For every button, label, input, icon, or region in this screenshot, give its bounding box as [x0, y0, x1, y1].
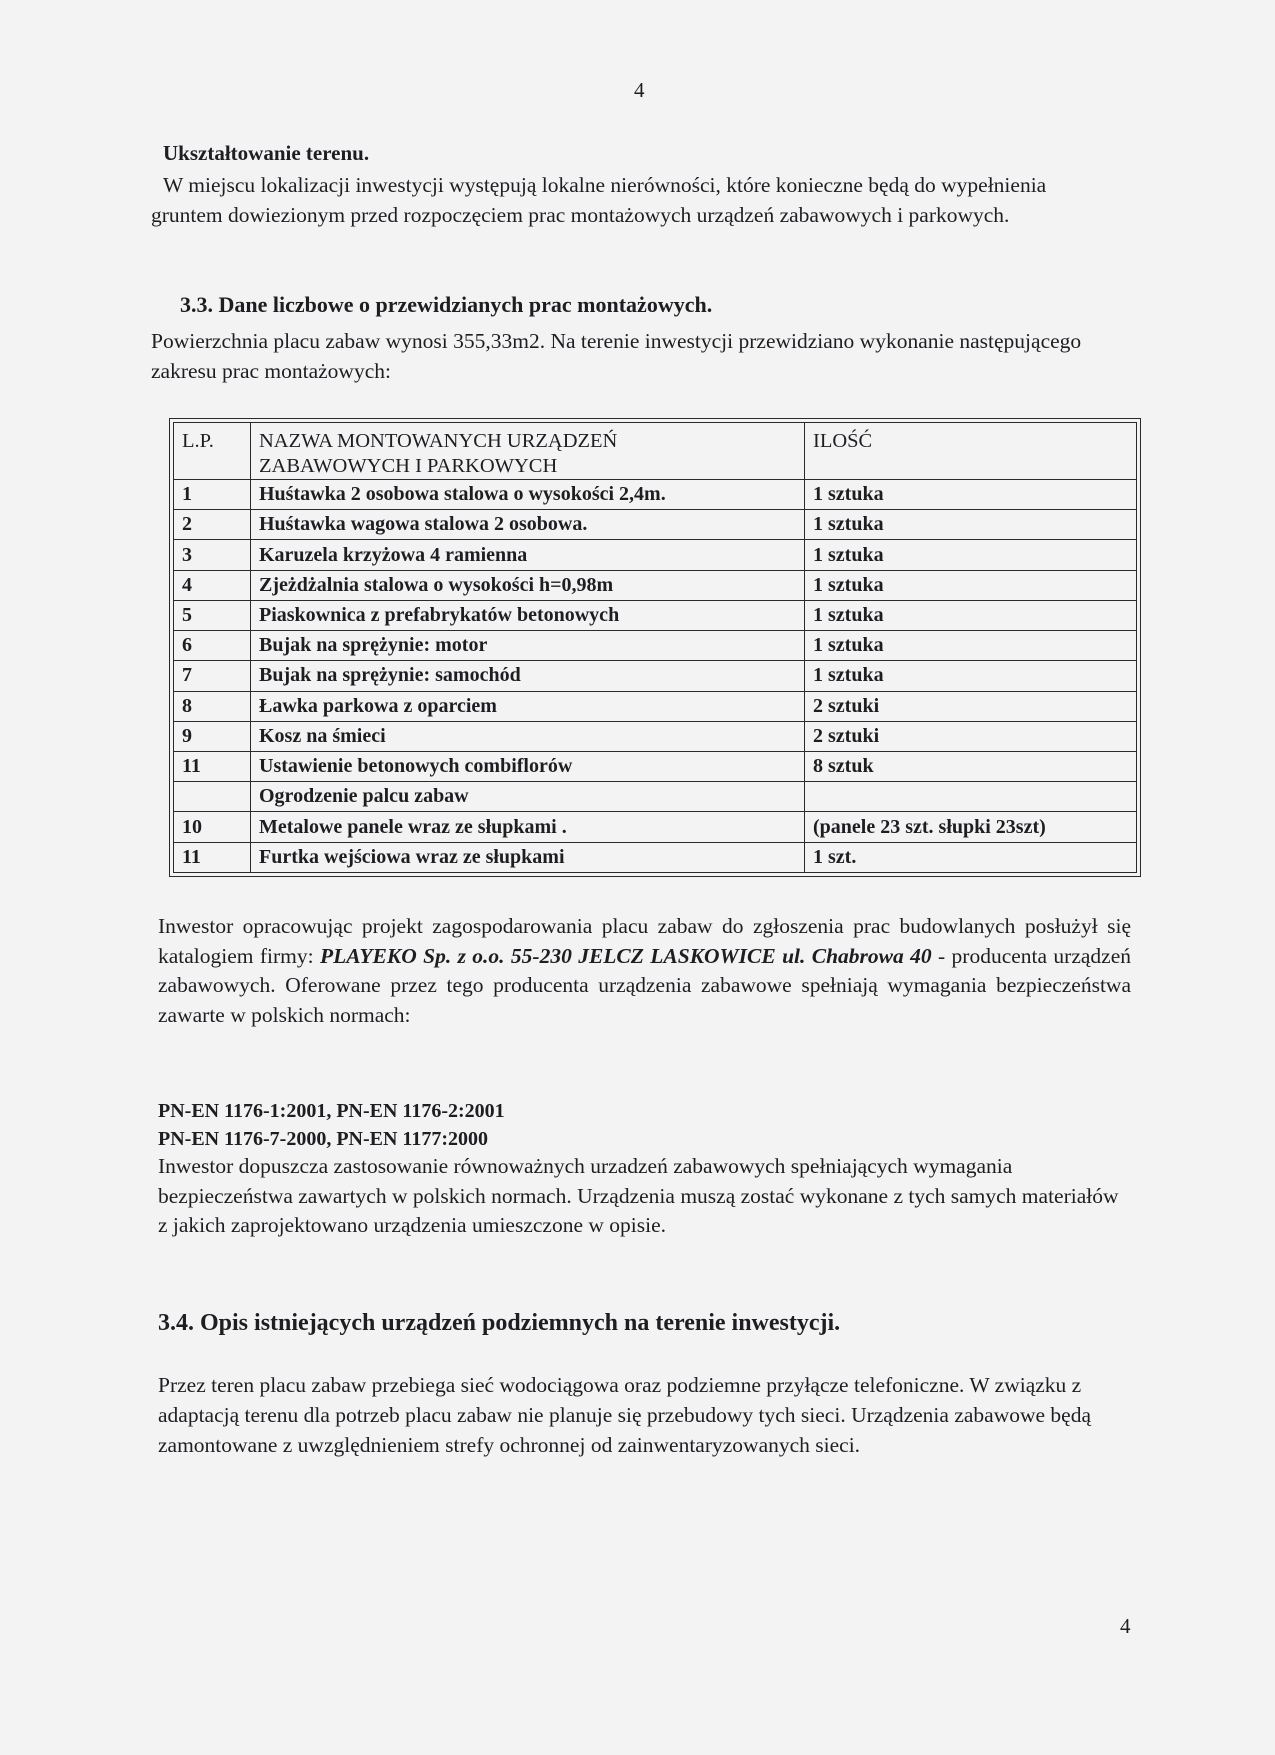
paragraph-equivalent-devices: Inwestor dopuszcza zastosowanie równoważnych urzadzeń zabawowych spełniających wymagania bezpieczeństwa zawartych w polskich normach. Urządzenia muszą zostać wykonane z tych samych materiałów z jakich zaprojektowano urządzenia umieszczone w opisie.	[158, 1154, 1119, 1237]
cell-name: Kosz na śmieci	[251, 721, 805, 751]
cell-name: Karuzela krzyżowa 4 ramienna	[251, 540, 805, 570]
header-lp: L.P.	[174, 423, 251, 480]
cell-lp: 9	[174, 721, 251, 751]
cell-lp: 7	[174, 661, 251, 691]
cell-name: Zjeżdżalnia stalowa o wysokości h=0,98m	[251, 570, 805, 600]
norms-line1: PN-EN 1176-1:2001, PN-EN 1176-2:2001	[158, 1100, 505, 1122]
section-body-3-3: Powierzchnia placu zabaw wynosi 355,33m2. Na terenie inwestycji przewidziano wykonanie następującego zakresu prac montażowych:	[151, 329, 1082, 383]
table-row	[174, 510, 1137, 540]
cell-lp: 4	[174, 570, 251, 600]
cell-lp: 5	[174, 600, 251, 630]
cell-name: Furtka wejściowa wraz ze słupkami	[251, 842, 805, 872]
norms-line2: PN-EN 1176-7-2000, PN-EN 1177:2000	[158, 1128, 488, 1150]
investor-text-part2: - producenta urządzeń zabawowych. Oferowane przez tego producenta urządzenia zabawowe spełniają wymagania bezpieczeństwa zawarte w polskich normach:	[158, 943, 1131, 1027]
section-title-3-3: 3.3. Dane liczbowe o przewidzianych prac montażowych.	[180, 292, 713, 317]
table-row	[174, 480, 1137, 510]
equipment-table-frame	[169, 418, 1141, 877]
table-row	[174, 842, 1137, 872]
cell-qty: (panele 23 szt. słupki 23szt)	[805, 812, 1137, 842]
cell-lp: 2	[174, 510, 251, 540]
cell-qty	[805, 782, 1137, 812]
cell-qty: 1 sztuka	[805, 510, 1137, 540]
cell-qty: 1 sztuka	[805, 600, 1137, 630]
cell-name: Huśtawka 2 osobowa stalowa o wysokości 2,4m.	[251, 480, 805, 510]
page-number-top: 4	[634, 78, 645, 102]
cell-name: Ogrodzenie palcu zabaw	[251, 782, 805, 812]
header-name	[251, 423, 805, 480]
cell-qty: 1 sztuka	[805, 570, 1137, 600]
section-body-3-4: Przez teren placu zabaw przebiega sieć wodociągowa oraz podziemne przyłącze telefoniczne. W związku z adaptacją terenu dla potrzeb placu zabaw nie planuje się przebudowy tych sieci. Urządzenia zabawowe będą zamontowane z uwzględnieniem strefy ochronnej od zainwentaryzowanych sieci.	[158, 1373, 1092, 1457]
cell-name: Metalowe panele wraz ze słupkami .	[251, 812, 805, 842]
investor-text-part1: Inwestor opracowując projekt zagospodarowania placu zabaw do zgłoszenia prac budowlanych posłużył się katalogiem firmy:	[158, 914, 1131, 968]
table-row	[174, 691, 1137, 721]
equipment-table	[173, 422, 1137, 873]
table-row	[174, 631, 1137, 661]
table-header-row	[174, 423, 1137, 480]
cell-name: Piaskownica z prefabrykatów betonowych	[251, 600, 805, 630]
table-row	[174, 600, 1137, 630]
table-row	[174, 540, 1137, 570]
paragraph-investor-catalog	[158, 912, 1131, 1030]
company-name: PLAYEKO Sp. z o.o. 55-230 JELCZ LASKOWICE ul. Chabrowa 40	[320, 943, 932, 968]
header-name-line1: NAZWA MONTOWANYCH URZĄDZEŃ	[259, 430, 618, 452]
cell-qty: 1 sztuka	[805, 661, 1137, 691]
cell-lp: 8	[174, 691, 251, 721]
cell-qty: 2 sztuki	[805, 721, 1137, 751]
cell-lp: 6	[174, 631, 251, 661]
table-row	[174, 570, 1137, 600]
table-row	[174, 782, 1137, 812]
norms-list	[158, 1097, 505, 1153]
page-number-bottom: 4	[1120, 1614, 1131, 1638]
header-name-line2: ZABAWOWYCH I PARKOWYCH	[259, 455, 558, 477]
table-row	[174, 812, 1137, 842]
header-qty: ILOŚĆ	[805, 423, 1137, 480]
cell-qty: 1 szt.	[805, 842, 1137, 872]
cell-lp: 1	[174, 480, 251, 510]
cell-qty: 1 sztuka	[805, 480, 1137, 510]
cell-name: Bujak na sprężynie: motor	[251, 631, 805, 661]
section-body-terrain: W miejscu lokalizacji inwestycji występują lokalne nierówności, które konieczne będą do wypełnienia gruntem dowiezionym przed rozpoczęciem prac montażowych urządzeń zabawowych i parkowych.	[151, 173, 1047, 227]
cell-qty: 8 sztuk	[805, 751, 1137, 781]
cell-lp: 10	[174, 812, 251, 842]
cell-lp: 11	[174, 751, 251, 781]
cell-name: Huśtawka wagowa stalowa 2 osobowa.	[251, 510, 805, 540]
cell-lp: 11	[174, 842, 251, 872]
cell-lp	[174, 782, 251, 812]
section-title-terrain: Ukształtowanie terenu.	[163, 141, 370, 165]
table-row	[174, 721, 1137, 751]
cell-name: Ławka parkowa z oparciem	[251, 691, 805, 721]
section-title-3-4: 3.4. Opis istniejących urządzeń podziemnych na terenie inwestycji.	[158, 1310, 841, 1336]
cell-name: Ustawienie betonowych combiflorów	[251, 751, 805, 781]
cell-qty: 1 sztuka	[805, 540, 1137, 570]
cell-lp: 3	[174, 540, 251, 570]
cell-qty: 2 sztuki	[805, 691, 1137, 721]
cell-name: Bujak na sprężynie: samochód	[251, 661, 805, 691]
cell-qty: 1 sztuka	[805, 631, 1137, 661]
table-row	[174, 751, 1137, 781]
table-row	[174, 661, 1137, 691]
